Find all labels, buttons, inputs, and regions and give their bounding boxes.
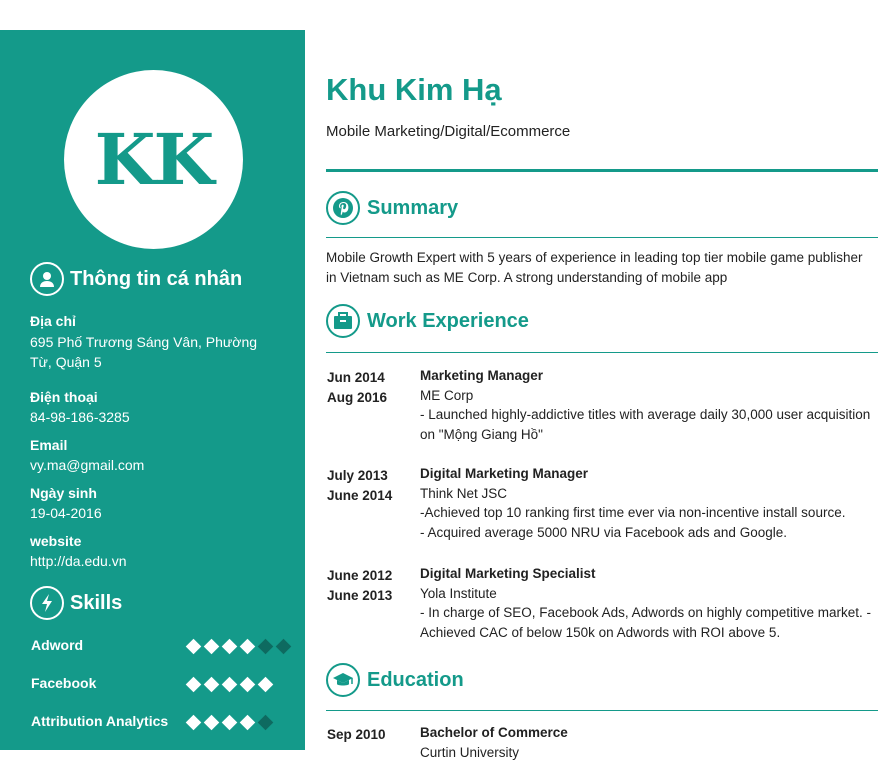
rating-diamond-empty xyxy=(258,715,274,731)
phone-value: 84-98-186-3285 xyxy=(30,407,270,427)
personal-info-title: Thông tin cá nhân xyxy=(70,268,242,291)
rating-diamond-filled xyxy=(186,715,202,731)
achievement: -Achieved top 10 ranking first time ever via non-incentive install source. xyxy=(420,503,880,523)
rating-diamond-filled xyxy=(240,639,256,655)
start-date: June 2012 xyxy=(327,566,417,586)
email-label: Email xyxy=(30,437,67,453)
pinterest-icon xyxy=(326,191,360,225)
address-value: 695 Phố Trương Sáng Vân, Phường Từ, Quận 5 xyxy=(30,332,270,372)
email-value[interactable]: vy.ma@gmail.com xyxy=(30,455,270,475)
work-divider xyxy=(326,352,878,353)
education-divider xyxy=(326,710,878,711)
summary-divider xyxy=(326,237,878,238)
rating-diamond-filled xyxy=(204,639,220,655)
rating-diamond-filled xyxy=(204,715,220,731)
skills-heading xyxy=(30,586,122,620)
address-label: Địa chỉ xyxy=(30,313,76,329)
degree: Bachelor of Commerce xyxy=(420,723,880,743)
education-details xyxy=(420,723,880,762)
end-date: Aug 2016 xyxy=(327,388,417,408)
start-date: July 2013 xyxy=(327,466,417,486)
work-details xyxy=(420,366,880,444)
rating-diamond-filled xyxy=(258,677,274,693)
personal-info-heading xyxy=(30,262,242,296)
website-label: website xyxy=(30,533,81,549)
work-dates xyxy=(327,566,417,606)
lightning-icon xyxy=(30,586,64,620)
skill-rating xyxy=(186,677,273,692)
graduation-cap-icon xyxy=(326,663,360,697)
work-title: Work Experience xyxy=(367,310,529,333)
end-date: June 2013 xyxy=(327,586,417,606)
rating-diamond-filled xyxy=(204,677,220,693)
header-divider xyxy=(326,169,878,172)
skill-name: Facebook xyxy=(31,675,181,691)
briefcase-icon xyxy=(326,304,360,338)
avatar-initials: KK xyxy=(95,118,213,201)
work-details xyxy=(420,464,880,542)
summary-text: Mobile Growth Expert with 5 years of experience in leading top tier mobile game publisher in Vietnam such as ME Corp. A strong understanding of mobile app xyxy=(326,248,866,288)
skill-name: Adword xyxy=(31,637,181,653)
user-icon xyxy=(30,262,64,296)
start-date: Sep 2010 xyxy=(327,725,417,745)
rating-diamond-filled xyxy=(222,639,238,655)
work-dates xyxy=(327,466,417,506)
birthday-label: Ngày sinh xyxy=(30,485,97,501)
birthday-value: 19-04-2016 xyxy=(30,503,270,523)
phone-label: Điện thoại xyxy=(30,389,98,405)
profile-role: Mobile Marketing/Digital/Ecommerce xyxy=(326,123,570,140)
end-date: June 2014 xyxy=(327,486,417,506)
education-dates xyxy=(327,725,417,745)
achievement: - In charge of SEO, Facebook Ads, Adwords on highly competitive market. - Achieved CAC of below 150k on Adwords with ROI above 5. xyxy=(420,603,880,642)
rating-diamond-empty xyxy=(258,639,274,655)
sidebar xyxy=(0,30,305,750)
start-date: Jun 2014 xyxy=(327,368,417,388)
skill-rating xyxy=(186,715,273,730)
education-title: Education xyxy=(367,669,464,692)
summary-heading xyxy=(326,191,458,225)
work-details xyxy=(420,564,880,642)
company: Yola Institute xyxy=(420,584,880,604)
rating-diamond-filled xyxy=(186,639,202,655)
company: Think Net JSC xyxy=(420,484,880,504)
skill-name: Attribution Analytics xyxy=(31,713,155,729)
skills-title: Skills xyxy=(70,592,122,615)
rating-diamond-filled xyxy=(240,677,256,693)
rating-diamond-filled xyxy=(222,677,238,693)
job-title: Marketing Manager xyxy=(420,366,880,386)
education-heading xyxy=(326,663,464,697)
avatar xyxy=(64,70,243,249)
company: ME Corp xyxy=(420,386,880,406)
rating-diamond-empty xyxy=(276,639,292,655)
work-dates xyxy=(327,368,417,408)
rating-diamond-filled xyxy=(240,715,256,731)
school: Curtin University xyxy=(420,743,880,762)
job-title: Digital Marketing Manager xyxy=(420,464,880,484)
achievement: - Launched highly-addictive titles with average daily 30,000 user acquisition on "Mộng Giang Hồ" xyxy=(420,405,880,444)
skill-rating xyxy=(186,639,291,654)
summary-title: Summary xyxy=(367,197,458,220)
rating-diamond-filled xyxy=(186,677,202,693)
work-heading xyxy=(326,304,529,338)
profile-name: Khu Kim Hạ xyxy=(326,72,502,108)
achievement: - Acquired average 5000 NRU via Facebook ads and Google. xyxy=(420,523,880,543)
website-value[interactable]: http://da.edu.vn xyxy=(30,551,270,571)
job-title: Digital Marketing Specialist xyxy=(420,564,880,584)
rating-diamond-filled xyxy=(222,715,238,731)
